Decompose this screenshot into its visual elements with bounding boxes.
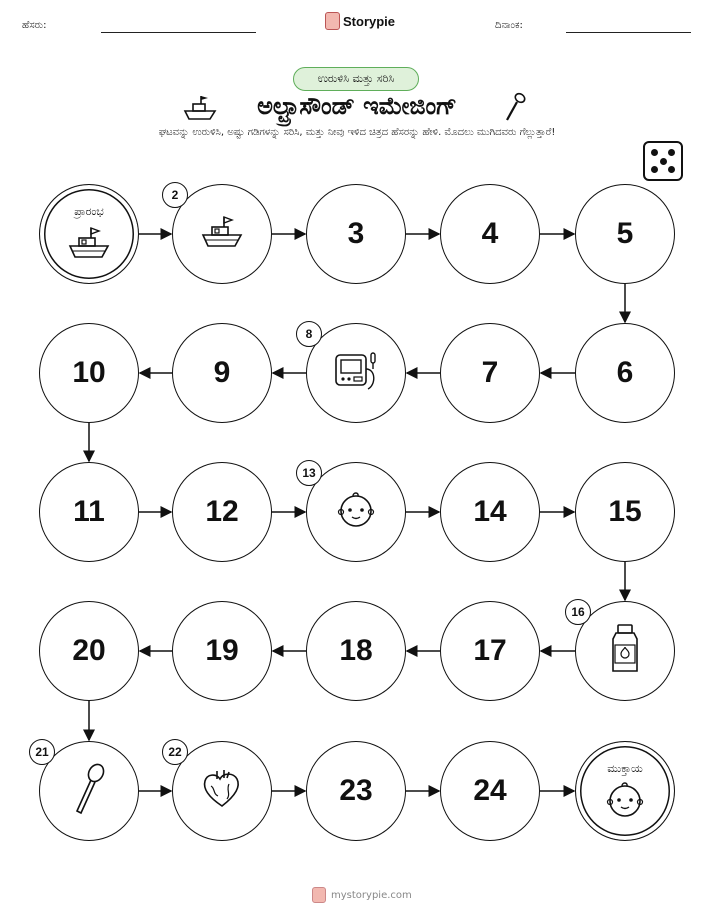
board-cell-1[interactable] [39, 184, 139, 284]
cell-number-badge: 8 [296, 321, 322, 347]
cell-number: 15 [608, 495, 642, 528]
page-title: ಅಲ್ಟ್ರಾಸೌಂಡ್ ಇಮೇಜಿಂಗ್ [257, 92, 457, 120]
cell-number: 5 [616, 217, 634, 250]
board-cell-7[interactable] [440, 323, 540, 423]
cell-number: 23 [339, 774, 373, 807]
board-cell-11[interactable] [39, 462, 139, 562]
board-cell-12[interactable] [172, 462, 272, 562]
cell-number: 3 [347, 217, 365, 250]
cell-number: 7 [481, 356, 499, 389]
start-label: ಪ್ರಾರಂಭ [74, 205, 104, 218]
cell-number-badge: 16 [565, 599, 591, 625]
cell-number: 19 [205, 634, 239, 667]
ultrasound-probe-icon [69, 761, 109, 821]
cell-number: 17 [473, 634, 507, 667]
cell-number: 11 [73, 495, 105, 528]
cell-number: 4 [481, 217, 499, 250]
board-cell-25[interactable] [575, 741, 675, 841]
board-cell-14[interactable] [440, 462, 540, 562]
board-cell-19[interactable] [172, 601, 272, 701]
cell-number: 14 [473, 495, 507, 528]
cell-number: 24 [473, 774, 507, 807]
cell-number: 20 [72, 634, 106, 667]
cell-number: 12 [205, 495, 239, 528]
ultrasound-machine-icon [332, 349, 380, 397]
footer-site: mystorypie.com [331, 889, 412, 901]
board-cell-5[interactable] [575, 184, 675, 284]
boat-icon [200, 215, 244, 253]
cell-number: 18 [339, 634, 373, 667]
board-cell-23[interactable] [306, 741, 406, 841]
instructions: ಘಟವನ್ನು ಉರುಳಿಸಿ, ಅಷ್ಟು ಗಡಿಗಳನ್ನು ಸರಿಸಿ, ಮತ್ತು ನೀವು ಇಳಿದ ಚಿತ್ರದ ಹೆಸರನ್ನು ಹೇಳಿ. ಮೊದಲು ಮುಗಿದವರು ಗೆಲ್ಲುತ್ತಾರೆ! [158, 127, 556, 138]
cell-number-badge: 13 [296, 460, 322, 486]
board-cell-17[interactable] [440, 601, 540, 701]
date-label: ದಿನಾಂಕ: [495, 20, 523, 31]
game-type-tag: ಉರುಳಿಸಿ ಮತ್ತು ಸರಿಸಿ [293, 67, 419, 91]
baby-face-icon [605, 780, 645, 824]
board-cell-10[interactable] [39, 323, 139, 423]
cell-number-badge: 2 [162, 182, 188, 208]
board-cell-15[interactable] [575, 462, 675, 562]
cell-number: 9 [213, 356, 231, 389]
name-label: ಹೆಸರು: [22, 20, 47, 31]
baby-face-icon [336, 490, 376, 534]
cell-number-badge: 21 [29, 739, 55, 765]
board-cell-6[interactable] [575, 323, 675, 423]
heart-icon [199, 766, 245, 816]
cell-number: 6 [616, 356, 634, 389]
cell-number-badge: 22 [162, 739, 188, 765]
board-cell-9[interactable] [172, 323, 272, 423]
board-cell-18[interactable] [306, 601, 406, 701]
boat-icon [67, 226, 111, 264]
board-cell-4[interactable] [440, 184, 540, 284]
board-cell-3[interactable] [306, 184, 406, 284]
storypie-mascot-icon [312, 887, 326, 903]
cell-number: 10 [72, 356, 106, 389]
board-cell-24[interactable] [440, 741, 540, 841]
board-cell-20[interactable] [39, 601, 139, 701]
gel-bottle-icon [609, 623, 641, 679]
footer [312, 887, 412, 903]
finish-label: ಮುಕ್ತಾಯ [607, 762, 643, 775]
brand-name: Storypie [343, 13, 396, 29]
